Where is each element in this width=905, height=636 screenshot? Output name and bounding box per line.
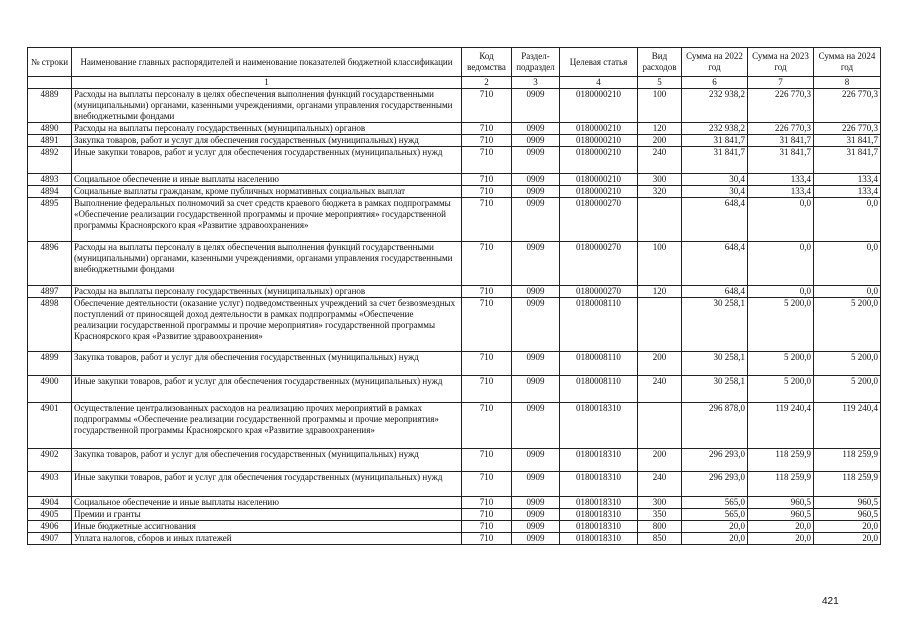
sum-2022: 648,4 [682,286,748,298]
col-number-5: 5 [638,77,682,89]
sum-2022: 565,0 [682,509,748,521]
row-number: 4897 [28,286,72,298]
row-number: 4907 [28,533,72,545]
sum-2023: 31 841,7 [748,135,814,147]
expense-type: 850 [638,533,682,545]
target-article: 0180008110 [560,298,638,352]
row-number: 4900 [28,376,72,403]
sum-2023: 0,0 [748,198,814,242]
sum-2024: 5 200,0 [814,298,881,352]
table-row [28,509,881,521]
row-number: 4890 [28,123,72,135]
department-code: 710 [462,533,512,545]
target-article: 0180000210 [560,135,638,147]
row-name: Иные закупки товаров, работ и услуг для обеспечения государственных (муниципальных) нужд [72,147,462,174]
department-code: 710 [462,298,512,352]
section-code: 0909 [512,509,560,521]
department-code: 710 [462,123,512,135]
section-code: 0909 [512,147,560,174]
sum-2023: 5 200,0 [748,376,814,403]
table-body [28,89,881,545]
section-code: 0909 [512,135,560,147]
section-code: 0909 [512,497,560,509]
sum-2023: 20,0 [748,533,814,545]
sum-2024: 133,4 [814,174,881,186]
table-row [28,472,881,497]
row-name: Иные бюджетные ассигнования [72,521,462,533]
section-code: 0909 [512,123,560,135]
department-code: 710 [462,497,512,509]
section-code: 0909 [512,352,560,376]
sum-2024: 133,4 [814,186,881,198]
row-name: Осуществление централизованных расходов на реализацию прочих мероприятий в рамках подпрограммы «Обеспечение реализации государственной программы и прочие мероприятия» государственной программы Красноярского края «Развитие здравоохранения» [72,403,462,449]
department-code: 710 [462,449,512,472]
row-number: 4891 [28,135,72,147]
row-number: 4906 [28,521,72,533]
sum-2022: 20,0 [682,521,748,533]
target-article: 0180008110 [560,352,638,376]
table-row [28,89,881,123]
row-name: Социальное обеспечение и иные выплаты населению [72,497,462,509]
sum-2023: 119 240,4 [748,403,814,449]
table-row [28,403,881,449]
department-code: 710 [462,186,512,198]
section-code: 0909 [512,286,560,298]
sum-2024: 960,5 [814,497,881,509]
expense-type: 300 [638,497,682,509]
sum-2022: 30,4 [682,186,748,198]
sum-2024: 0,0 [814,198,881,242]
department-code: 710 [462,147,512,174]
row-name: Расходы на выплаты персоналу в целях обеспечения выполнения функций государственными (муниципальными) органами, казенными учреждениями, органами управления государственными внебюджетными фондами [72,89,462,123]
sum-2024: 118 259,9 [814,472,881,497]
sum-2022: 232 938,2 [682,123,748,135]
target-article: 0180000210 [560,147,638,174]
target-article: 0180000270 [560,286,638,298]
row-name: Социальные выплаты гражданам, кроме публичных нормативных социальных выплат [72,186,462,198]
table-row [28,123,881,135]
header-sum-2024: Сумма на 2024 год [814,48,881,77]
col-number-2: 2 [462,77,512,89]
row-number: 4892 [28,147,72,174]
page-number: 421 [822,596,839,607]
col-number-6: 6 [682,77,748,89]
row-name: Социальное обеспечение и иные выплаты населению [72,174,462,186]
row-name: Закупка товаров, работ и услуг для обеспечения государственных (муниципальных) нужд [72,135,462,147]
expense-type: 300 [638,174,682,186]
section-code: 0909 [512,298,560,352]
row-name: Расходы на выплаты персоналу в целях обеспечения выполнения функций государственными (муниципальными) органами, казенными учреждениями, органами управления государственными внебюджетными фондами [72,242,462,286]
section-code: 0909 [512,472,560,497]
sum-2024: 226 770,3 [814,89,881,123]
target-article: 0180008110 [560,376,638,403]
sum-2023: 5 200,0 [748,298,814,352]
expense-type: 120 [638,123,682,135]
expense-type: 200 [638,449,682,472]
sum-2023: 0,0 [748,286,814,298]
department-code: 710 [462,174,512,186]
budget-table [27,47,881,545]
target-article: 0180000270 [560,198,638,242]
col-number-8: 8 [814,77,881,89]
expense-type: 100 [638,89,682,123]
row-name: Закупка товаров, работ и услуг для обеспечения государственных (муниципальных) нужд [72,449,462,472]
target-article: 0180000210 [560,123,638,135]
sum-2022: 296 293,0 [682,449,748,472]
header-sum-2022: Сумма на 2022 год [682,48,748,77]
target-article: 0180000210 [560,186,638,198]
expense-type: 240 [638,472,682,497]
sum-2022: 30 258,1 [682,352,748,376]
header-section: Раздел-подраздел [512,48,560,77]
section-code: 0909 [512,533,560,545]
expense-type [638,298,682,352]
col-number-7: 7 [748,77,814,89]
row-number: 4905 [28,509,72,521]
row-number: 4903 [28,472,72,497]
expense-type [638,198,682,242]
expense-type: 100 [638,242,682,286]
section-code: 0909 [512,242,560,286]
sum-2023: 133,4 [748,186,814,198]
row-name: Закупка товаров, работ и услуг для обеспечения государственных (муниципальных) нужд [72,352,462,376]
sum-2022: 296 878,0 [682,403,748,449]
header-row-number: № строки [28,48,72,77]
table-row [28,198,881,242]
col-number-4: 4 [560,77,638,89]
sum-2022: 648,4 [682,198,748,242]
row-number: 4902 [28,449,72,472]
sum-2022: 30,4 [682,174,748,186]
expense-type: 800 [638,521,682,533]
sum-2024: 31 841,7 [814,135,881,147]
row-number: 4889 [28,89,72,123]
department-code: 710 [462,135,512,147]
department-code: 710 [462,352,512,376]
target-article: 0180018310 [560,509,638,521]
department-code: 710 [462,286,512,298]
table-row [28,242,881,286]
sum-2022: 31 841,7 [682,147,748,174]
expense-type: 200 [638,352,682,376]
col-number-0 [28,77,72,89]
section-code: 0909 [512,89,560,123]
sum-2022: 565,0 [682,497,748,509]
sum-2023: 226 770,3 [748,89,814,123]
row-number: 4898 [28,298,72,352]
sum-2024: 0,0 [814,286,881,298]
sum-2024: 226 770,3 [814,123,881,135]
sum-2023: 118 259,9 [748,472,814,497]
table-row [28,376,881,403]
row-number: 4901 [28,403,72,449]
target-article: 0180018310 [560,497,638,509]
section-code: 0909 [512,376,560,403]
table-row [28,298,881,352]
sum-2022: 232 938,2 [682,89,748,123]
row-name: Расходы на выплаты персоналу государственных (муниципальных) органов [72,123,462,135]
expense-type: 240 [638,147,682,174]
sum-2024: 118 259,9 [814,449,881,472]
sum-2022: 648,4 [682,242,748,286]
sum-2023: 20,0 [748,521,814,533]
department-code: 710 [462,521,512,533]
row-name: Иные закупки товаров, работ и услуг для обеспечения государственных (муниципальных) нужд [72,472,462,497]
table-row [28,174,881,186]
target-article: 0180000210 [560,174,638,186]
col-number-3: 3 [512,77,560,89]
section-code: 0909 [512,521,560,533]
table-row [28,449,881,472]
sum-2024: 119 240,4 [814,403,881,449]
col-number-1: 1 [72,77,462,89]
sum-2024: 5 200,0 [814,352,881,376]
target-article: 0180000210 [560,89,638,123]
row-name: Иные закупки товаров, работ и услуг для обеспечения государственных (муниципальных) нужд [72,376,462,403]
row-number: 4899 [28,352,72,376]
table-row [28,521,881,533]
header-sum-2023: Сумма на 2023 год [748,48,814,77]
expense-type: 120 [638,286,682,298]
section-code: 0909 [512,449,560,472]
row-name: Расходы на выплаты персоналу государственных (муниципальных) органов [72,286,462,298]
sum-2024: 960,5 [814,509,881,521]
row-number: 4896 [28,242,72,286]
table-row [28,186,881,198]
row-name: Обеспечение деятельности (оказание услуг) подведомственных учреждений за счет безвозмездных поступлений от приносящей доход деятельности в рамках подпрограммы «Обеспечение реализации государственной программы и прочие мероприятия» государственной программы Красноярского края «Развитие здравоохранения» [72,298,462,352]
row-number: 4893 [28,174,72,186]
section-code: 0909 [512,198,560,242]
sum-2023: 226 770,3 [748,123,814,135]
expense-type: 200 [638,135,682,147]
sum-2023: 118 259,9 [748,449,814,472]
header-expense-type: Вид расходов [638,48,682,77]
row-name: Премии и гранты [72,509,462,521]
sum-2022: 296 293,0 [682,472,748,497]
target-article: 0180000270 [560,242,638,286]
department-code: 710 [462,198,512,242]
target-article: 0180018310 [560,472,638,497]
target-article: 0180018310 [560,449,638,472]
expense-type: 240 [638,376,682,403]
table-row [28,135,881,147]
target-article: 0180018310 [560,533,638,545]
table-row [28,286,881,298]
sum-2022: 20,0 [682,533,748,545]
sum-2023: 5 200,0 [748,352,814,376]
table-row [28,352,881,376]
header-target-article: Целевая статья [560,48,638,77]
department-code: 710 [462,89,512,123]
sum-2024: 31 841,7 [814,147,881,174]
department-code: 710 [462,472,512,497]
row-number: 4904 [28,497,72,509]
sum-2024: 0,0 [814,242,881,286]
table-row [28,533,881,545]
department-code: 710 [462,509,512,521]
row-name: Выполнение федеральных полномочий за счет средств краевого бюджета в рамках подпрограммы «Обеспечение реализации государственной программы и прочие мероприятия» государственной программы Красноярского края «Развитие здравоохранения» [72,198,462,242]
header-name: Наименование главных распорядителей и наименование показателей бюджетной классификации [72,48,462,77]
sum-2022: 31 841,7 [682,135,748,147]
department-code: 710 [462,403,512,449]
sum-2023: 133,4 [748,174,814,186]
sum-2024: 5 200,0 [814,376,881,403]
expense-type: 320 [638,186,682,198]
table-row [28,147,881,174]
department-code: 710 [462,242,512,286]
target-article: 0180018310 [560,403,638,449]
target-article: 0180018310 [560,521,638,533]
expense-type [638,403,682,449]
section-code: 0909 [512,186,560,198]
header-department-code: Код ведомства [462,48,512,77]
sum-2023: 31 841,7 [748,147,814,174]
department-code: 710 [462,376,512,403]
section-code: 0909 [512,403,560,449]
sum-2024: 20,0 [814,533,881,545]
expense-type: 350 [638,509,682,521]
table-row [28,497,881,509]
sum-2023: 0,0 [748,242,814,286]
section-code: 0909 [512,174,560,186]
row-number: 4894 [28,186,72,198]
sum-2024: 20,0 [814,521,881,533]
sum-2023: 960,5 [748,509,814,521]
sum-2022: 30 258,1 [682,298,748,352]
sum-2023: 960,5 [748,497,814,509]
sum-2022: 30 258,1 [682,376,748,403]
row-name: Уплата налогов, сборов и иных платежей [72,533,462,545]
row-number: 4895 [28,198,72,242]
